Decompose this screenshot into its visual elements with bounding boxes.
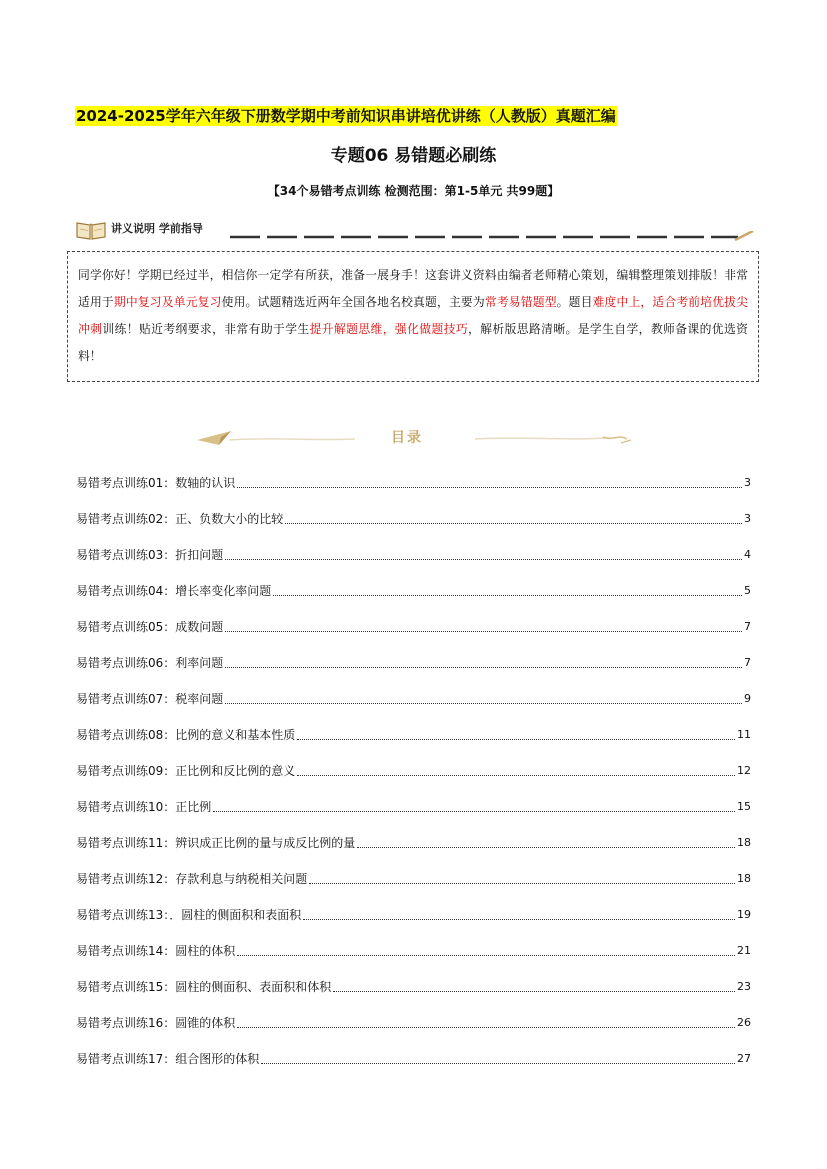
toc-entry[interactable] xyxy=(76,543,751,563)
toc-entry-label: 易错考点训练02：正、负数大小的比较 xyxy=(76,512,284,526)
toc-entry-page: 27 xyxy=(737,1052,751,1065)
toc-entry-label: 易错考点训练10：正比例 xyxy=(76,800,212,814)
toc-dot-leader xyxy=(213,810,735,812)
toc-entry-page: 12 xyxy=(737,764,751,777)
toc-dot-leader xyxy=(297,774,735,776)
intro-highlight-difficulty: 难度中上，适合考前培优拔尖冲刺 xyxy=(78,295,748,336)
subject-title: 专题06 易错题必刷练 xyxy=(330,146,497,166)
toc-entry[interactable] xyxy=(76,1047,751,1067)
toc-entry-page: 18 xyxy=(737,872,751,885)
toc-entry-label: 易错考点训练03：折扣问题 xyxy=(76,548,224,562)
toc-entry-page: 9 xyxy=(744,692,751,705)
banner-dashed-rule xyxy=(230,231,755,241)
toc-entry-label: 易错考点训练16：圆锥的体积 xyxy=(76,1016,236,1030)
toc-entry-label: 易错考点训练04：增长率变化率问题 xyxy=(76,584,272,598)
toc-dot-leader xyxy=(261,1062,735,1064)
toc-dot-leader xyxy=(285,522,742,524)
intro-text-2: 使用。试题精选近两年全国各地名校真题，主要为 xyxy=(221,295,485,309)
toc-entry[interactable] xyxy=(76,759,751,779)
toc-entry[interactable] xyxy=(76,867,751,887)
toc-entry-label: 易错考点训练08：比例的意义和基本性质 xyxy=(76,728,296,742)
toc-entry[interactable] xyxy=(76,975,751,995)
toc-dot-leader xyxy=(297,738,735,740)
toc-entry[interactable] xyxy=(76,651,751,671)
toc-dot-leader xyxy=(225,702,742,704)
toc-entry-page: 15 xyxy=(737,800,751,813)
toc-dot-leader xyxy=(237,1026,735,1028)
toc-entry-page: 4 xyxy=(744,548,751,561)
toc-entry-label: 易错考点训练11：辨识成正比例的量与成反比例的量 xyxy=(76,836,356,850)
toc-entry[interactable] xyxy=(76,939,751,959)
toc-entry-label: 易错考点训练09：正比例和反比例的意义 xyxy=(76,764,296,778)
toc-entry[interactable] xyxy=(76,795,751,815)
toc-entry[interactable] xyxy=(76,1011,751,1031)
toc-entry-page: 7 xyxy=(744,656,751,669)
toc-dot-leader xyxy=(237,954,735,956)
toc-entry-label: 易错考点训练13：．圆柱的侧面积和表面积 xyxy=(76,908,302,922)
toc-entry-page: 23 xyxy=(737,980,751,993)
toc-entry[interactable] xyxy=(76,471,751,491)
toc-entry[interactable] xyxy=(76,723,751,743)
toc-entry-page: 7 xyxy=(744,620,751,633)
toc-entry-label: 易错考点训练17：组合图形的体积 xyxy=(76,1052,260,1066)
intro-text-5: ，解析版思路清晰。是学生自学，教师备课的优选资料！ xyxy=(78,322,748,363)
toc-entry[interactable] xyxy=(76,687,751,707)
toc-dot-leader xyxy=(303,918,735,920)
toc-entry-page: 11 xyxy=(737,728,751,741)
toc-entry-page: 21 xyxy=(737,944,751,957)
toc-entry[interactable] xyxy=(76,831,751,851)
book-icon xyxy=(75,220,107,240)
toc-entry-page: 3 xyxy=(744,512,751,525)
toc-entry[interactable] xyxy=(76,903,751,923)
toc-dot-leader xyxy=(225,558,742,560)
toc-entry[interactable] xyxy=(76,579,751,599)
toc-entry-label: 易错考点训练05：成数问题 xyxy=(76,620,224,634)
toc-entry-label: 易错考点训练06：利率问题 xyxy=(76,656,224,670)
guide-banner xyxy=(75,219,755,241)
toc-entry-label: 易错考点训练15：圆柱的侧面积、表面积和体积 xyxy=(76,980,332,994)
toc-entry-label: 易错考点训练07：税率问题 xyxy=(76,692,224,706)
toc-entry-label: 易错考点训练01：数轴的认识 xyxy=(76,476,236,490)
intro-highlight-common-errors: 常考易错题型 xyxy=(484,295,557,309)
toc-banner xyxy=(195,425,635,451)
toc-entry-page: 5 xyxy=(744,584,751,597)
toc-dot-leader xyxy=(309,882,735,884)
intro-highlight-skills: 提升解题思维，强化做题技巧 xyxy=(309,322,469,336)
toc-dot-leader xyxy=(273,594,742,596)
intro-text-3: 。题目 xyxy=(556,295,593,309)
intro-highlight-review: 期中复习及单元复习 xyxy=(113,295,222,309)
intro-box xyxy=(67,251,759,382)
toc-dot-leader xyxy=(237,486,742,488)
toc-entry[interactable] xyxy=(76,615,751,635)
toc-title: 目录 xyxy=(391,430,423,446)
intro-text-4: 训练！贴近考纲要求，非常有助于学生 xyxy=(102,322,310,336)
toc-entry-page: 18 xyxy=(737,836,751,849)
toc-dot-leader xyxy=(225,666,742,668)
toc-entry-page: 19 xyxy=(737,908,751,921)
toc-entry[interactable] xyxy=(76,507,751,527)
document-header-title: 2024-2025学年六年级下册数学期中考前知识串讲培优讲练（人教版）真题汇编 xyxy=(76,107,616,125)
toc-entry-page: 3 xyxy=(744,476,751,489)
toc-entry-label: 易错考点训练12：存款利息与纳税相关问题 xyxy=(76,872,308,886)
guide-banner-label: 讲义说明 学前指导 xyxy=(111,222,203,235)
toc-dot-leader xyxy=(333,990,735,992)
scope-line: 【34个易错考点训练 检测范围：第1-5单元 共99题】 xyxy=(267,184,560,198)
toc-dot-leader xyxy=(357,846,735,848)
toc-dot-leader xyxy=(225,630,742,632)
toc-entry-page: 26 xyxy=(737,1016,751,1029)
toc-entry-label: 易错考点训练14：圆柱的体积 xyxy=(76,944,236,958)
intro-text-1: 同学你好！学期已经过半，相信你一定学有所获，准备一展身手！这套讲义资料由编者老师精心策划，编辑整理策划排版！非常适用于 xyxy=(78,268,748,309)
